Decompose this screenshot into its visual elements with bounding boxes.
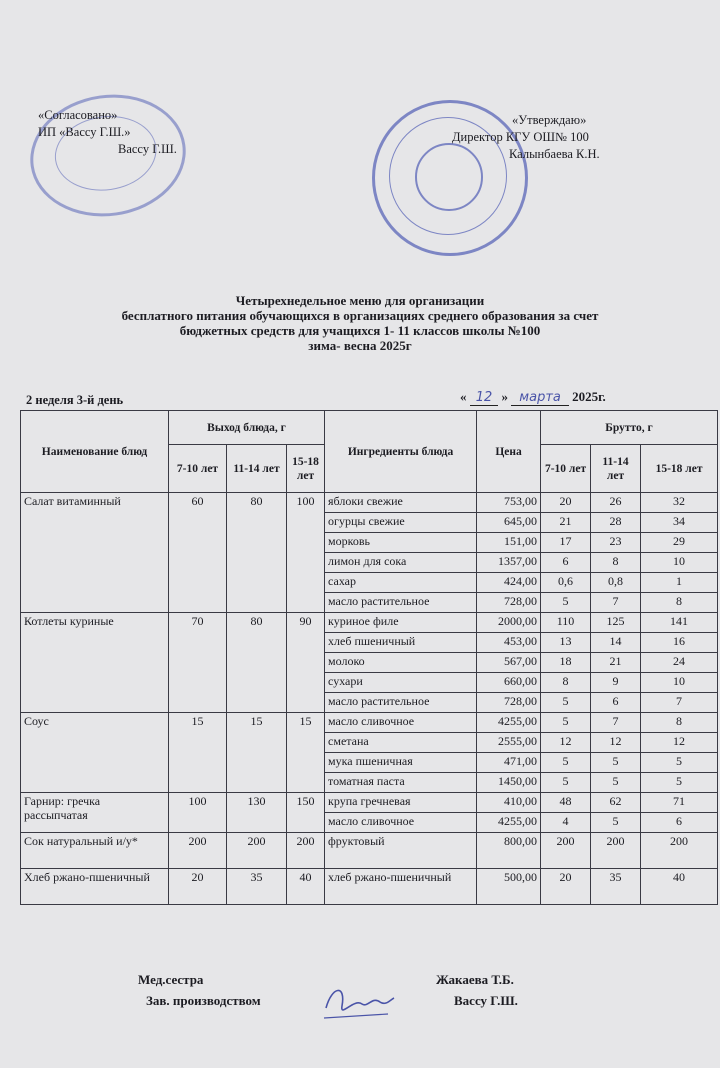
ingredient-gross: 71 bbox=[641, 793, 718, 813]
ingredient-gross: 4 bbox=[541, 813, 591, 833]
document-title bbox=[40, 293, 680, 353]
dish-output: 20 bbox=[169, 869, 227, 905]
ingredient-gross: 32 bbox=[641, 493, 718, 513]
dish-output: 15 bbox=[169, 713, 227, 793]
ingredient-gross: 5 bbox=[641, 753, 718, 773]
ingredient-gross: 26 bbox=[591, 493, 641, 513]
dish-output: 60 bbox=[169, 493, 227, 613]
date-day: 12 bbox=[470, 390, 499, 406]
ingredient-gross: 62 bbox=[591, 793, 641, 813]
footer-prod-role: Зав. производством bbox=[146, 993, 261, 1008]
dish-output: 200 bbox=[227, 833, 287, 869]
ingredient-price: 453,00 bbox=[477, 633, 541, 653]
ingredient-name: масло растительное bbox=[325, 693, 477, 713]
ingredient-price: 471,00 bbox=[477, 753, 541, 773]
ingredient-gross: 110 bbox=[541, 613, 591, 633]
footer-nurse-role: Мед.сестра bbox=[138, 972, 204, 987]
approval-left-line1: «Согласовано» bbox=[38, 108, 118, 122]
ingredient-gross: 34 bbox=[641, 513, 718, 533]
ingredient-price: 1357,00 bbox=[477, 553, 541, 573]
ingredient-price: 410,00 bbox=[477, 793, 541, 813]
date-line bbox=[460, 389, 606, 405]
ingredient-gross: 16 bbox=[641, 633, 718, 653]
header-output-age1: 7-10 лет bbox=[169, 445, 227, 493]
ingredient-gross: 5 bbox=[541, 693, 591, 713]
ingredient-gross: 141 bbox=[641, 613, 718, 633]
table-row bbox=[21, 493, 718, 513]
dish-output: 40 bbox=[287, 869, 325, 905]
dish-name: Котлеты куриные bbox=[21, 613, 169, 713]
ingredient-gross: 5 bbox=[591, 813, 641, 833]
table-row bbox=[21, 613, 718, 633]
table-row bbox=[21, 713, 718, 733]
dish-output: 100 bbox=[287, 493, 325, 613]
ingredient-gross: 20 bbox=[541, 869, 591, 905]
ingredient-gross: 17 bbox=[541, 533, 591, 553]
ingredient-name: масло сливочное bbox=[325, 713, 477, 733]
footer-prod-name: Вассу Г.Ш. bbox=[454, 993, 518, 1008]
ingredient-gross: 0,8 bbox=[591, 573, 641, 593]
ingredient-name: хлеб ржано-пшеничный bbox=[325, 869, 477, 905]
ingredient-gross: 20 bbox=[541, 493, 591, 513]
ingredient-name: фруктовый bbox=[325, 833, 477, 869]
ingredient-gross: 10 bbox=[641, 553, 718, 573]
ingredient-gross: 6 bbox=[541, 553, 591, 573]
ingredient-gross: 200 bbox=[591, 833, 641, 869]
ingredient-price: 2555,00 bbox=[477, 733, 541, 753]
header-dish: Наименование блюд bbox=[21, 411, 169, 493]
ingredient-name: сахар bbox=[325, 573, 477, 593]
ingredient-gross: 5 bbox=[591, 773, 641, 793]
ingredient-price: 2000,00 bbox=[477, 613, 541, 633]
ingredient-gross: 5 bbox=[541, 593, 591, 613]
ingredient-gross: 14 bbox=[591, 633, 641, 653]
ingredient-gross: 5 bbox=[641, 773, 718, 793]
ingredient-gross: 13 bbox=[541, 633, 591, 653]
ingredient-gross: 7 bbox=[591, 593, 641, 613]
ingredient-price: 1450,00 bbox=[477, 773, 541, 793]
ingredient-gross: 6 bbox=[591, 693, 641, 713]
menu-table bbox=[20, 410, 718, 905]
ingredient-gross: 1 bbox=[641, 573, 718, 593]
ingredient-gross: 200 bbox=[641, 833, 718, 869]
day-label: 2 неделя 3-й день bbox=[26, 393, 124, 407]
approval-right-line3: Калынбаева К.Н. bbox=[509, 147, 600, 161]
table-row bbox=[21, 869, 718, 905]
ingredient-price: 4255,00 bbox=[477, 713, 541, 733]
ingredient-name: сметана bbox=[325, 733, 477, 753]
ingredient-gross: 18 bbox=[541, 653, 591, 673]
dish-output: 150 bbox=[287, 793, 325, 833]
ingredient-name: мука пшеничная bbox=[325, 753, 477, 773]
header-ingredients: Ингредиенты блюда bbox=[325, 411, 477, 493]
dish-output: 200 bbox=[169, 833, 227, 869]
ingredient-gross: 28 bbox=[591, 513, 641, 533]
ingredient-gross: 8 bbox=[541, 673, 591, 693]
ingredient-gross: 9 bbox=[591, 673, 641, 693]
title-line2: бесплатного питания обучающихся в организациях среднего образования за счет bbox=[121, 308, 599, 323]
date-open: « bbox=[460, 389, 467, 404]
ingredient-gross: 8 bbox=[641, 713, 718, 733]
ingredient-price: 151,00 bbox=[477, 533, 541, 553]
ingredient-name: крупа гречневая bbox=[325, 793, 477, 813]
table-row bbox=[21, 833, 718, 869]
approval-left bbox=[38, 107, 177, 158]
ingredient-price: 728,00 bbox=[477, 593, 541, 613]
ingredient-name: яблоки свежие bbox=[325, 493, 477, 513]
title-line3: бюджетных средств для учащихся 1- 11 классов школы №100 bbox=[179, 323, 541, 338]
ingredient-gross: 0,6 bbox=[541, 573, 591, 593]
ingredient-gross: 24 bbox=[641, 653, 718, 673]
dish-name: Соус bbox=[21, 713, 169, 793]
ingredient-price: 728,00 bbox=[477, 693, 541, 713]
title-line1: Четырехнедельное меню для организации bbox=[235, 293, 485, 308]
ingredient-gross: 23 bbox=[591, 533, 641, 553]
ingredient-name: лимон для сока bbox=[325, 553, 477, 573]
ingredient-gross: 7 bbox=[591, 713, 641, 733]
ingredient-price: 424,00 bbox=[477, 573, 541, 593]
ingredient-gross: 29 bbox=[641, 533, 718, 553]
approval-right-line2: Директор КГУ ОШ№ 100 bbox=[452, 130, 589, 144]
ingredient-name: молоко bbox=[325, 653, 477, 673]
ingredient-gross: 8 bbox=[591, 553, 641, 573]
table-row bbox=[21, 793, 718, 813]
dish-name: Гарнир: гречка рассыпчатая bbox=[21, 793, 169, 833]
ingredient-name: масло сливочное bbox=[325, 813, 477, 833]
date-year: 2025г. bbox=[572, 389, 606, 404]
ingredient-gross: 21 bbox=[591, 653, 641, 673]
dish-output: 15 bbox=[227, 713, 287, 793]
approval-right-line1: «Утверждаю» bbox=[512, 113, 587, 127]
dish-output: 80 bbox=[227, 613, 287, 713]
title-line4: зима- весна 2025г bbox=[308, 338, 412, 353]
ingredient-gross: 48 bbox=[541, 793, 591, 813]
dish-name: Хлеб ржано-пшеничный bbox=[21, 869, 169, 905]
approval-left-line3: Вассу Г.Ш. bbox=[118, 142, 177, 156]
dish-output: 80 bbox=[227, 493, 287, 613]
dish-output: 70 bbox=[169, 613, 227, 713]
ingredient-gross: 12 bbox=[591, 733, 641, 753]
ingredient-gross: 8 bbox=[641, 593, 718, 613]
ingredient-name: сухари bbox=[325, 673, 477, 693]
ingredient-price: 500,00 bbox=[477, 869, 541, 905]
date-month: марта bbox=[511, 390, 569, 406]
ingredient-gross: 125 bbox=[591, 613, 641, 633]
header-gross-age1: 7-10 лет bbox=[541, 445, 591, 493]
ingredient-gross: 12 bbox=[541, 733, 591, 753]
ingredient-gross: 5 bbox=[541, 753, 591, 773]
ingredient-name: томатная паста bbox=[325, 773, 477, 793]
footer-nurse-name: Жакаева Т.Б. bbox=[436, 972, 514, 987]
ingredient-gross: 5 bbox=[541, 713, 591, 733]
ingredient-price: 567,00 bbox=[477, 653, 541, 673]
dish-name: Салат витаминный bbox=[21, 493, 169, 613]
header-output-age2: 11-14 лет bbox=[227, 445, 287, 493]
header-gross: Брутто, г bbox=[541, 411, 718, 445]
ingredient-gross: 10 bbox=[641, 673, 718, 693]
ingredient-gross: 5 bbox=[541, 773, 591, 793]
ingredient-price: 660,00 bbox=[477, 673, 541, 693]
ingredient-price: 4255,00 bbox=[477, 813, 541, 833]
header-output: Выход блюда, г bbox=[169, 411, 325, 445]
ingredient-price: 800,00 bbox=[477, 833, 541, 869]
header-output-age3: 15-18 лет bbox=[287, 445, 325, 493]
ingredient-gross: 12 bbox=[641, 733, 718, 753]
approval-left-line2: ИП «Вассу Г.Ш.» bbox=[38, 125, 131, 139]
header-price: Цена bbox=[477, 411, 541, 493]
ingredient-gross: 6 bbox=[641, 813, 718, 833]
ingredient-gross: 21 bbox=[541, 513, 591, 533]
ingredient-gross: 200 bbox=[541, 833, 591, 869]
dish-output: 90 bbox=[287, 613, 325, 713]
ingredient-name: хлеб пшеничный bbox=[325, 633, 477, 653]
ingredient-name: куриное филе bbox=[325, 613, 477, 633]
dish-output: 35 bbox=[227, 869, 287, 905]
ingredient-gross: 40 bbox=[641, 869, 718, 905]
ingredient-gross: 35 bbox=[591, 869, 641, 905]
ingredient-name: масло растительное bbox=[325, 593, 477, 613]
dish-output: 15 bbox=[287, 713, 325, 793]
ingredient-gross: 7 bbox=[641, 693, 718, 713]
ingredient-name: морковь bbox=[325, 533, 477, 553]
ingredient-gross: 5 bbox=[591, 753, 641, 773]
ingredient-price: 645,00 bbox=[477, 513, 541, 533]
header-gross-age3: 15-18 лет bbox=[641, 445, 718, 493]
approval-right bbox=[452, 112, 600, 163]
menu-body bbox=[21, 493, 718, 905]
dish-output: 130 bbox=[227, 793, 287, 833]
dish-name: Сок натуральный и/у* bbox=[21, 833, 169, 869]
dish-output: 100 bbox=[169, 793, 227, 833]
ingredient-name: огурцы свежие bbox=[325, 513, 477, 533]
date-sep: » bbox=[501, 389, 509, 404]
dish-output: 200 bbox=[287, 833, 325, 869]
header-gross-age2: 11-14 лет bbox=[591, 445, 641, 493]
signature-mark bbox=[318, 978, 398, 1028]
ingredient-price: 753,00 bbox=[477, 493, 541, 513]
